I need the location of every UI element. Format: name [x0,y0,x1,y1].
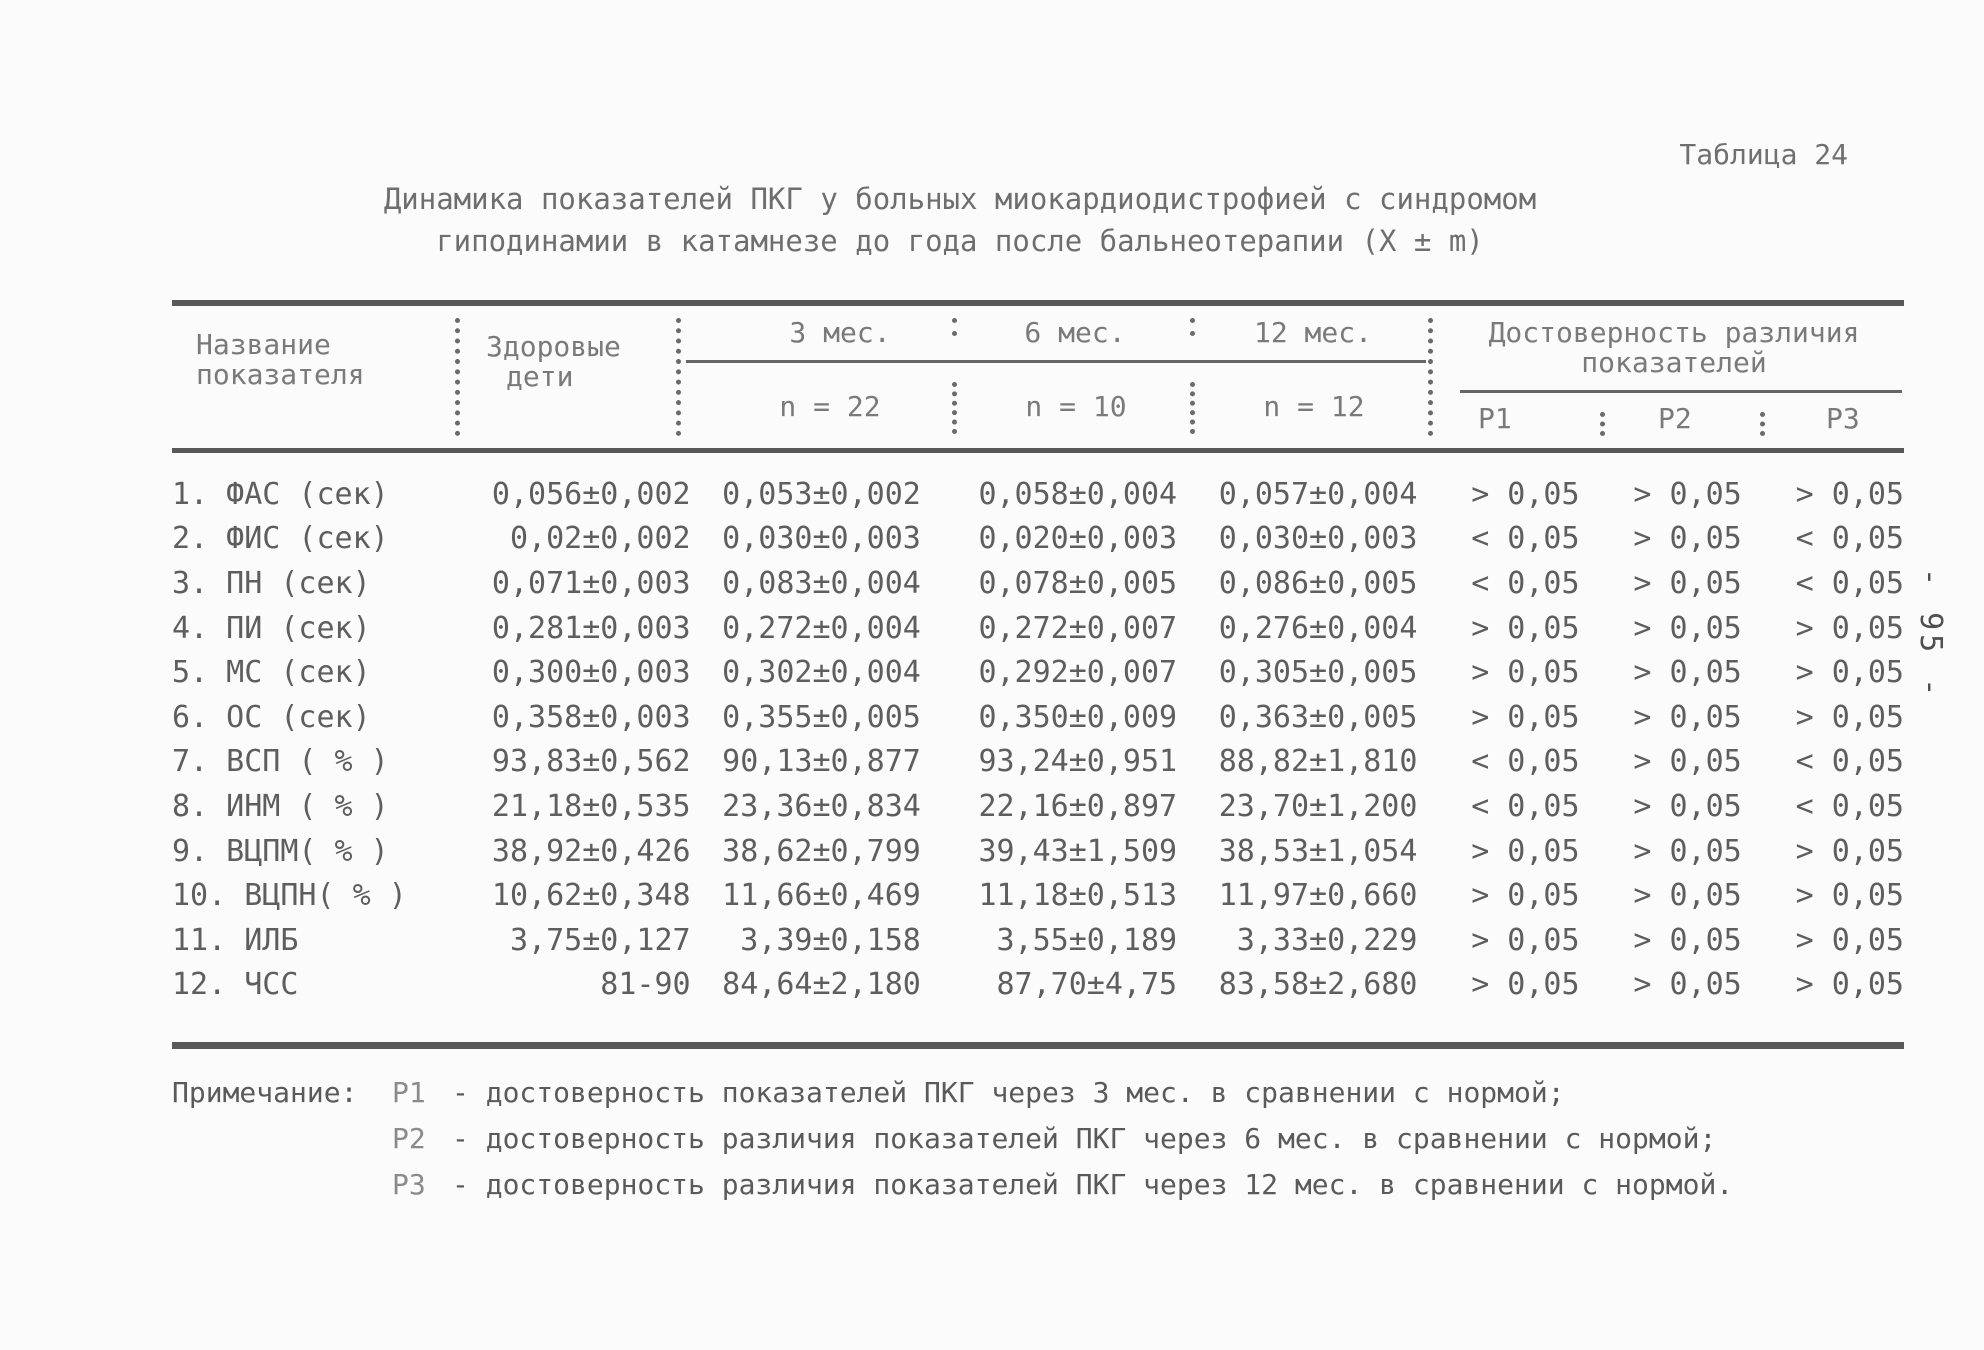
table-title-line-2: гиподинамии в катамнезе до года после бальнеотерапии (X ± m) [436,224,1484,258]
table-row [172,829,1904,874]
note-line-p1 [172,1070,1892,1116]
cell-name: 8. ИНМ ( % ) [172,788,389,824]
cell-p3: > 0,05 [1795,655,1904,691]
cell-6-months: 0,058±0,004 [978,476,1178,512]
cell-p3: > 0,05 [1795,878,1904,914]
table-row [172,650,1904,695]
cell-p2: > 0,05 [1633,922,1742,958]
table-row [172,695,1904,740]
cell-6-months: 0,078±0,005 [978,565,1178,601]
cell-12-months: 0,086±0,005 [1218,565,1418,601]
column-separator [1428,318,1433,436]
cell-name: 10. ВЦПН( % ) [172,878,407,914]
cell-12-months: 23,70±1,200 [1218,788,1418,824]
column-separator [676,318,681,436]
table-bottom-rule [172,1042,1904,1049]
cell-p3: < 0,05 [1795,565,1904,601]
cell-12-months: 0,305±0,005 [1218,655,1418,691]
cell-3-months: 38,62±0,799 [722,833,921,869]
cell-p3: > 0,05 [1795,922,1904,958]
table-row [172,606,1904,651]
cell-p1: < 0,05 [1471,788,1580,824]
table-row [172,873,1904,918]
cell-p1: > 0,05 [1471,878,1580,914]
cell-p1: > 0,05 [1471,699,1580,735]
cell-name: 11. ИЛБ [172,922,299,958]
cell-3-months: 0,302±0,004 [722,655,921,691]
cell-name: 5. МС (сек) [172,655,371,691]
cell-healthy: 0,300±0,003 [491,655,691,691]
note-label: Примечание: [172,1076,358,1109]
header-period-12: 12 мес. [1253,316,1372,349]
cell-6-months: 87,70±4,75 [996,967,1178,1003]
significance-subheader-rule [1460,390,1902,393]
column-separator [952,382,957,434]
cell-p3: > 0,05 [1795,967,1904,1003]
cell-healthy: 0,281±0,003 [491,610,691,646]
cell-name: 7. ВСП ( % ) [172,744,389,780]
data-table [172,472,1904,1007]
cell-p3: > 0,05 [1795,699,1904,735]
cell-name: 4. ПИ (сек) [172,610,371,646]
cell-3-months: 23,36±0,834 [722,788,921,824]
header-bottom-rule [172,448,1904,453]
period-subheader-rule [686,360,1426,363]
cell-6-months: 93,24±0,951 [978,744,1178,780]
cell-12-months: 11,97±0,660 [1218,878,1418,914]
table-number: Таблица 24 [1679,138,1848,171]
cell-name: 1. ФАС (сек) [172,476,389,512]
cell-p3: > 0,05 [1795,610,1904,646]
header-p3: P3 [1826,402,1860,435]
cell-p2: > 0,05 [1633,521,1742,557]
cell-3-months: 90,13±0,877 [722,744,921,780]
cell-3-months: 0,053±0,002 [722,476,921,512]
cell-6-months: 22,16±0,897 [978,788,1178,824]
cell-p1: > 0,05 [1471,655,1580,691]
cell-p1: > 0,05 [1471,833,1580,869]
note-p-symbol: P2 [392,1122,426,1155]
cell-p1: < 0,05 [1471,744,1580,780]
cell-healthy: 93,83±0,562 [491,744,691,780]
cell-name: 9. ВЦПМ( % ) [172,833,389,869]
cell-p2: > 0,05 [1633,833,1742,869]
header-healthy-line-1: Здоровые [486,330,621,363]
column-separator [952,318,957,336]
cell-healthy: 0,071±0,003 [491,565,691,601]
cell-3-months: 0,355±0,005 [722,699,921,735]
cell-12-months: 38,53±1,054 [1218,833,1418,869]
cell-3-months: 0,083±0,004 [722,565,921,601]
table-row [172,784,1904,829]
cell-name: 3. ПН (сек) [172,565,371,601]
cell-healthy: 10,62±0,348 [491,878,691,914]
header-significance-line-1: Достоверность различия [1488,316,1860,349]
table-row [172,963,1904,1008]
column-separator [1190,382,1195,434]
note-p-symbol: P3 [392,1168,426,1201]
cell-name: 2. ФИС (сек) [172,521,389,557]
cell-p2: > 0,05 [1633,476,1742,512]
cell-3-months: 11,66±0,469 [722,878,921,914]
header-significance-line-2: показателей [1581,346,1767,379]
cell-healthy: 3,75±0,127 [509,922,691,958]
cell-12-months: 0,276±0,004 [1218,610,1418,646]
header-p2: P2 [1658,402,1692,435]
table-row [172,740,1904,785]
cell-12-months: 83,58±2,680 [1218,967,1418,1003]
cell-6-months: 0,292±0,007 [978,655,1178,691]
cell-12-months: 0,057±0,004 [1218,476,1418,512]
cell-6-months: 0,020±0,003 [978,521,1178,557]
cell-p2: > 0,05 [1633,788,1742,824]
cell-p2: > 0,05 [1633,744,1742,780]
cell-name: 6. ОС (сек) [172,699,371,735]
table-row [172,918,1904,963]
cell-12-months: 0,030±0,003 [1218,521,1418,557]
cell-healthy: 38,92±0,426 [491,833,691,869]
cell-6-months: 0,350±0,009 [978,699,1178,735]
note-line-p2 [172,1116,1892,1162]
cell-p3: < 0,05 [1795,521,1904,557]
cell-6-months: 39,43±1,509 [978,833,1178,869]
cell-p3: < 0,05 [1795,788,1904,824]
cell-p3: < 0,05 [1795,744,1904,780]
cell-3-months: 84,64±2,180 [722,967,921,1003]
cell-p2: > 0,05 [1633,699,1742,735]
table-note [172,1070,1892,1208]
cell-healthy: 0,358±0,003 [491,699,691,735]
cell-p2: > 0,05 [1633,610,1742,646]
column-separator [1760,412,1765,436]
table-row [172,517,1904,562]
header-n-3: n = 22 [779,390,881,423]
cell-p2: > 0,05 [1633,878,1742,914]
cell-p1: < 0,05 [1471,521,1580,557]
header-n-6: n = 10 [1025,390,1127,423]
header-period-6: 6 мес. [1024,316,1126,349]
cell-p2: > 0,05 [1633,967,1742,1003]
header-period-3: 3 мес. [789,316,891,349]
cell-6-months: 11,18±0,513 [978,878,1178,914]
cell-p1: > 0,05 [1471,476,1580,512]
cell-p1: > 0,05 [1471,610,1580,646]
cell-3-months: 0,030±0,003 [722,521,921,557]
cell-healthy: 0,02±0,002 [509,521,691,557]
header-healthy-line-2: дети [506,360,574,393]
table-row [172,561,1904,606]
cell-p1: > 0,05 [1471,922,1580,958]
column-separator [1600,412,1605,436]
note-line-p3 [172,1162,1892,1208]
header-name-line-2: показателя [196,358,365,391]
cell-12-months: 0,363±0,005 [1218,699,1418,735]
cell-p3: > 0,05 [1795,833,1904,869]
table-top-rule [172,300,1904,306]
cell-p1: > 0,05 [1471,967,1580,1003]
cell-name: 12. ЧСС [172,967,299,1003]
table-row [172,472,1904,517]
table-title-line-1: Динамика показателей ПКГ у больных миокардиодистрофией с синдромом [383,182,1537,216]
cell-healthy: 81-90 [600,967,691,1003]
note-p-symbol: P1 [392,1076,426,1109]
note-text: - достоверность различия показателей ПКГ через 12 мес. в сравнении с нормой. [452,1168,1734,1201]
cell-3-months: 0,272±0,004 [722,610,921,646]
header-n-12: n = 12 [1263,390,1365,423]
cell-healthy: 21,18±0,535 [491,788,691,824]
cell-p3: > 0,05 [1795,476,1904,512]
note-text: - достоверность показателей ПКГ через 3 мес. в сравнении с нормой; [452,1076,1565,1109]
cell-3-months: 3,39±0,158 [740,922,921,958]
cell-p1: < 0,05 [1471,565,1580,601]
cell-p2: > 0,05 [1633,655,1742,691]
note-text: - достоверность различия показателей ПКГ через 6 мес. в сравнении с нормой; [452,1122,1717,1155]
page-number: - 95 - [1913,568,1948,701]
column-separator [1190,318,1195,336]
cell-6-months: 3,55±0,189 [996,922,1178,958]
column-separator [455,318,460,436]
header-p1: P1 [1478,402,1512,435]
cell-p2: > 0,05 [1633,565,1742,601]
header-name-line-1: Название [196,328,331,361]
cell-12-months: 3,33±0,229 [1236,922,1418,958]
cell-healthy: 0,056±0,002 [491,476,691,512]
cell-6-months: 0,272±0,007 [978,610,1178,646]
cell-12-months: 88,82±1,810 [1218,744,1418,780]
